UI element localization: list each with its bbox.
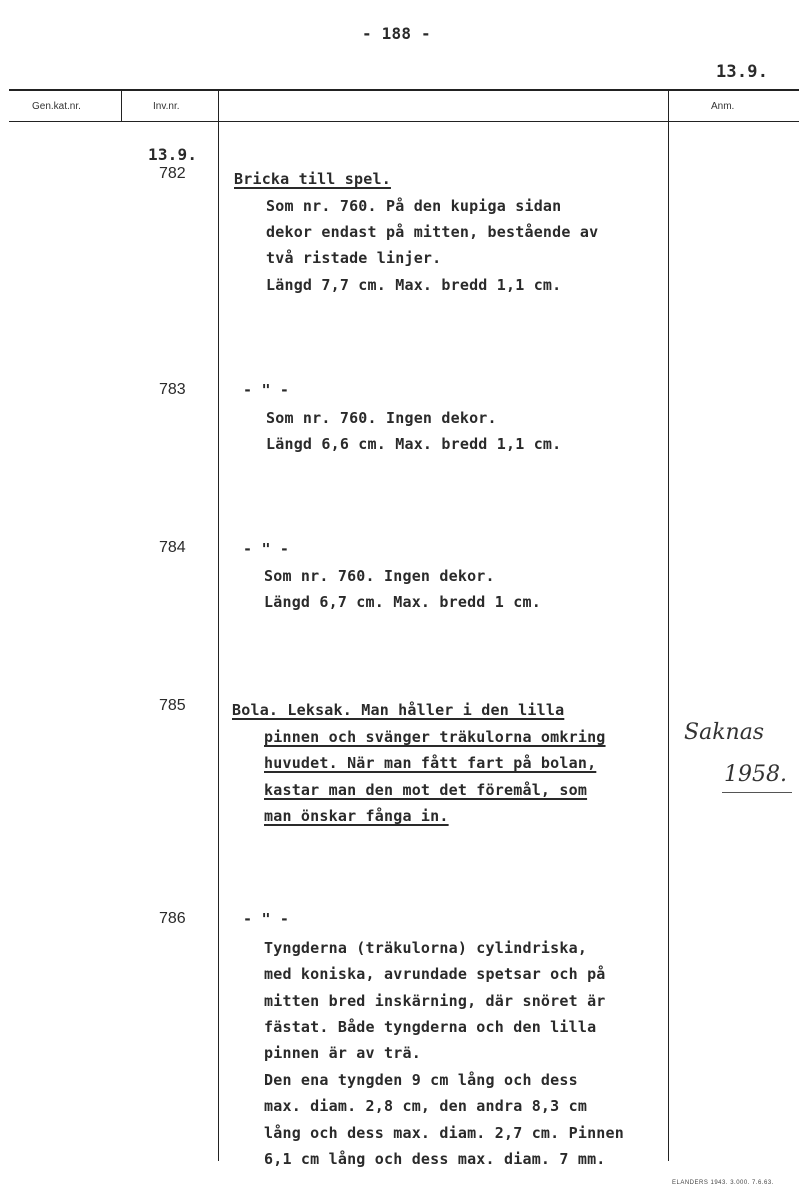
header-gen-kat-nr: Gen.kat.nr. [32, 101, 81, 112]
entry-782-title: Bricka till spel. [234, 170, 391, 188]
entry-786-line: 6,1 cm lång och dess max. diam. 7 mm. [264, 1150, 606, 1168]
column-divider-inv [218, 91, 219, 1161]
entry-785-line: pinnen och svänger träkulorna omkring [264, 728, 606, 746]
header-bottom-border [9, 121, 799, 122]
entry-783-ditto: - " - [243, 381, 290, 399]
entry-786-line: fästat. Både tyngderna och den lilla [264, 1018, 597, 1036]
entry-786-line: med koniska, avrundade spetsar och på [264, 965, 606, 983]
entry-784-ditto: - " - [243, 540, 290, 558]
entry-785-line: kastar man den mot det föremål, som [264, 781, 588, 799]
table-top-border [9, 89, 799, 91]
entry-786-ditto: - " - [243, 910, 290, 928]
date-top-right: 13.9. [716, 62, 769, 82]
entry-786-line: lång och dess max. diam. 2,7 cm. Pinnen [264, 1124, 624, 1142]
entry-785-line: Bola. Leksak. Man håller i den lilla [232, 701, 565, 719]
entry-786-line: max. diam. 2,8 cm, den andra 8,3 cm [264, 1097, 588, 1115]
entry-783-line: Längd 6,6 cm. Max. bredd 1,1 cm. [266, 435, 562, 453]
printer-mark: ELANDERS 1943. 3.000. 7.6.63. [672, 1180, 774, 1186]
annotation-underline [722, 792, 792, 793]
header-inv-nr: Inv.nr. [153, 101, 180, 112]
inv-number-784: 784 [159, 539, 186, 556]
entry-783-line: Som nr. 760. Ingen dekor. [266, 409, 497, 427]
entry-782-line: Som nr. 760. På den kupiga sidan [266, 197, 562, 215]
entry-784-line: Längd 6,7 cm. Max. bredd 1 cm. [264, 593, 541, 611]
inv-number-786: 786 [159, 910, 186, 927]
annotation-saknas: Saknas [684, 720, 765, 745]
entry-786-line: Tyngderna (träkulorna) cylindriska, [264, 939, 588, 957]
inv-number-783: 783 [159, 381, 186, 398]
entry-782-line: Längd 7,7 cm. Max. bredd 1,1 cm. [266, 276, 562, 294]
page-number: - 188 - [362, 24, 431, 43]
column-divider-gen [121, 91, 122, 121]
entry-782-line: dekor endast på mitten, bestående av [266, 223, 599, 241]
entry-784-line: Som nr. 760. Ingen dekor. [264, 567, 495, 585]
entry-786-line: Den ena tyngden 9 cm lång och dess [264, 1071, 578, 1089]
entry-785-line: huvudet. När man fått fart på bolan, [264, 754, 597, 772]
entry-785-line: man önskar fånga in. [264, 807, 449, 825]
column-divider-anm [668, 91, 669, 1161]
entry-date: 13.9. [148, 145, 198, 164]
header-anm: Anm. [711, 101, 735, 112]
entry-786-line: pinnen är av trä. [264, 1044, 421, 1062]
inv-number-785: 785 [159, 697, 186, 714]
inv-number-782: 782 [159, 165, 186, 182]
entry-786-line: mitten bred inskärning, där snöret är [264, 992, 606, 1010]
annotation-year: 1958. [724, 762, 787, 787]
entry-782-line: två ristade linjer. [266, 249, 442, 267]
